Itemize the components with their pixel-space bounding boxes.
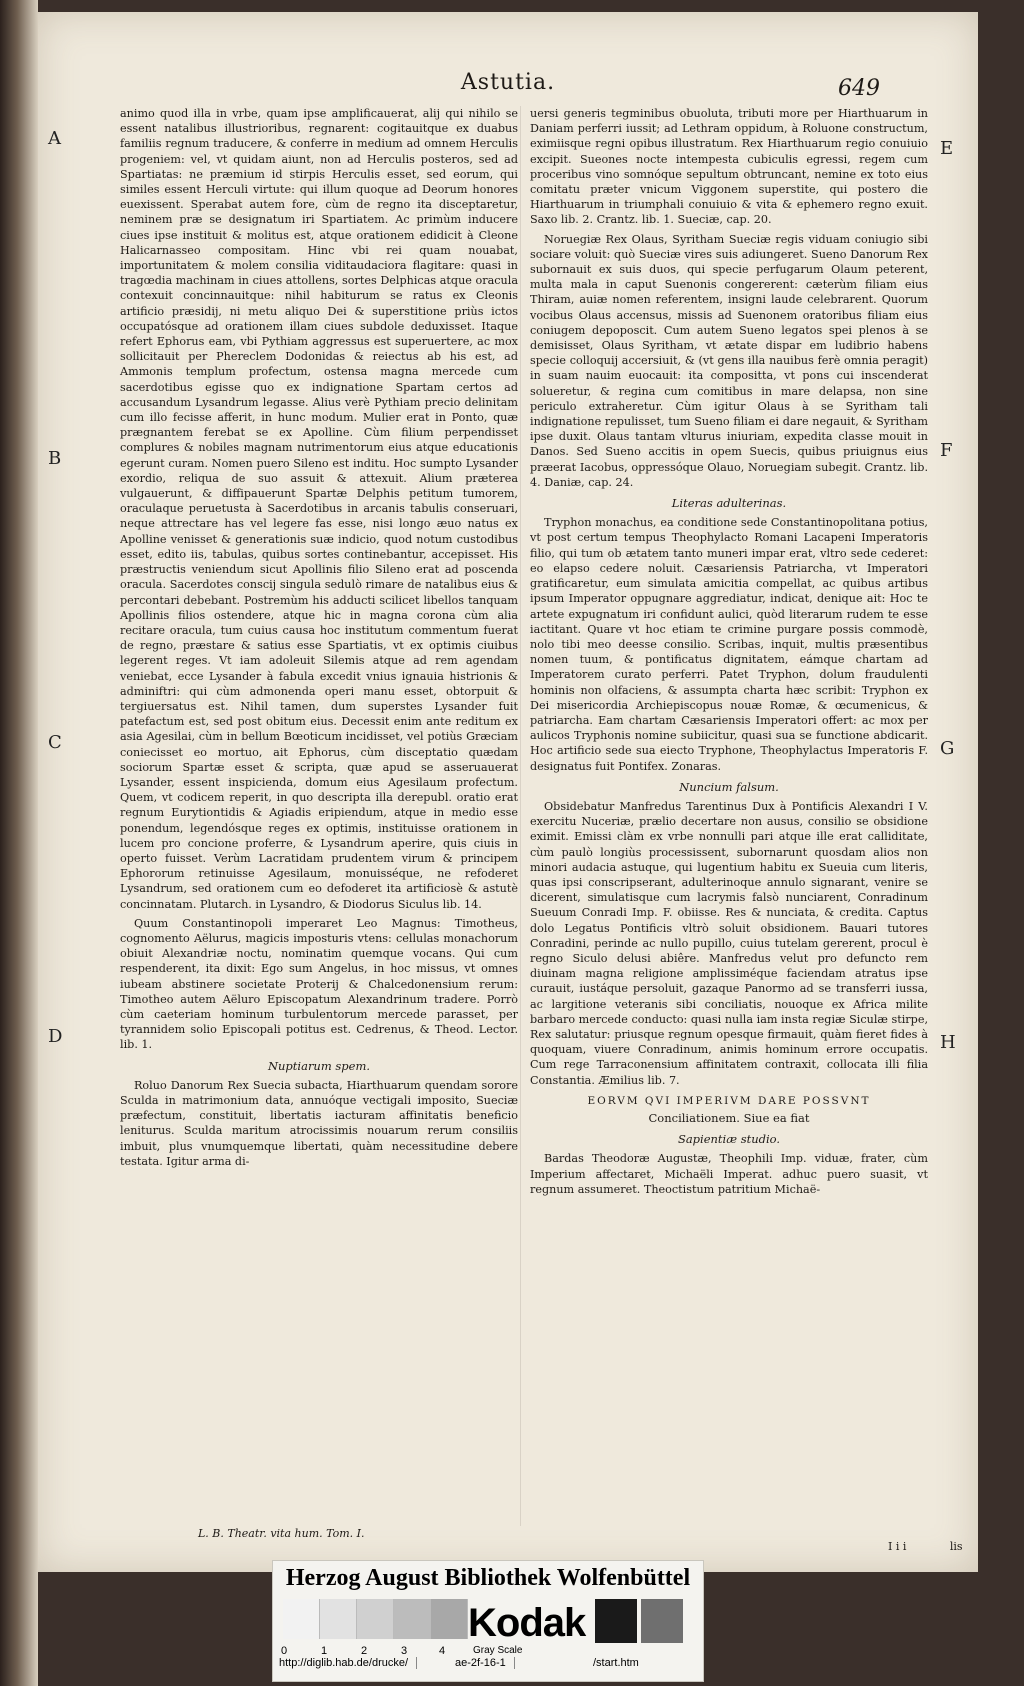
gray-scale-label: Gray Scale — [473, 1645, 523, 1656]
kodak-logo: Kodak — [468, 1601, 586, 1645]
left-column — [120, 106, 518, 1173]
signature-mark: I i i — [888, 1540, 907, 1553]
black-swatch — [595, 1599, 637, 1643]
gray-scale-boxes — [283, 1599, 468, 1639]
page-number: 649 — [838, 76, 880, 101]
section-heading-literas: Literas adulterinas. — [671, 496, 787, 511]
book-spine-edge — [0, 0, 38, 1686]
scale-number: 2 — [361, 1645, 368, 1657]
scale-number: 4 — [439, 1645, 446, 1657]
scale-number: 3 — [401, 1645, 408, 1657]
digital-library-url[interactable]: http://diglib.hab.de/drucke/ — [279, 1657, 417, 1669]
library-name: Herzog August Bibliothek Wolfenbüttel — [285, 1565, 691, 1591]
margin-letter-c: C — [48, 732, 62, 753]
paragraph-roluo: Roluo Danorum Rex Suecia subacta, Hiarthuarum quendam sorore Sculda in matrimonium data, annuóque vectigali imposito, Sueciæ præfectum, constituit, libertatis iacturam affinitatis beneficio leniturus. Sculda maritum atrocissimis nouarum rerum consiliis imbuit, plus vnumquemque libertati, quàm necessitudine debere testata. Igitur arma di- — [120, 1078, 518, 1168]
right-column — [530, 106, 928, 1201]
margin-letter-a: A — [48, 128, 61, 149]
paragraph-olaus: Noruegiæ Rex Olaus, Syritham Sueciæ regis viduam coniugio sibi sociare voluit: quò Sueciæ vires suis adiungeret. Sueno Danorum Rex subornauit ex suis duos, qui specie perfugarum Olaum peterent, multa mala in caput Suenonis congererent: cæterùm filiam eius Thiram, auiæ nomen referentem, insigni laude celebrarent. Quorum vocibus Olaus accensus, missis ad Suenonem oratoribus filiam eius coniugem depoposcit. Cum autem Sueno legatos spei plenos à se demisisset, Olaus Syritham, vt ætate dispar em ludibrio habens specie colloquij accersiuit, & (vt gens illa nauibus ferè omnia peragit) in suam nauim euocauit: ita compositta, vt pons cui inscenderat solueretur, & regina cum comitibus in mare delapsa, non sine periculo extraheretur. Cùm igitur Olaus à se Syritham tali indignatione repulisset, tum Sueno filiam ei dare negauit, & Syritham ipse duxit. Olaus tantam vlturus iniuriam, expedita classe mouit in Danos. Sed Sueno accitis in opem Suecis, quibus priuignus eius præerat Iacobus, oppressóque Olauo, Noruegiam subegit. Crantz. lib. 4. Daniæ, cap. 24. — [530, 232, 928, 489]
scale-number: 1 — [321, 1645, 328, 1657]
margin-letter-b: B — [48, 448, 62, 469]
footer-signature-right — [888, 1540, 963, 1553]
gray-swatch — [641, 1599, 683, 1643]
start-link[interactable]: /start.htm — [593, 1657, 639, 1669]
margin-letter-g: G — [940, 738, 955, 759]
section-subheading-conciliationem: Conciliationem. Siue ea fiat — [648, 1111, 810, 1125]
paragraph-lysander: animo quod illa in vrbe, quam ipse amplificauerat, alij qui nihilo se essent natalibus illustrioribus, regnarent: cogitauitque ex duabus familiis regnum traducere, & conferre in medium ad omnem Herculis progeniem: vel, vt quidam aiunt, non ad Herculis posteros, sed ad Spartiatas: ne præmium id stirpis Herculis esset, sed eorum, qui similes essent Herculi virtute: qui illum quoque ad Deorum honores euexissent. Sperabat autem fore, cùm de regno ita disceptaretur, neminem præ se designatum iri Spartiatem. Ac primùm inducere ciues ipse instituit & molitus est, atque orationem edidicit à Cleone Halicarnasseo compositam. Hinc vbi rei quam nouabat, importunitatem & molem consilia viditaudaciora flagitare: quasi in tragœdia machinam in ciues attollens, sortes Delphicas atque oracula contexuit concinnauitque: nihil habiturum se ratus ex Cleonis artificio præsidij, ni metu aliquo Dei & superstitione priùs ictos occupatósque ad orationem illam ciues subdole deduxisset. Itaque refert Ephorus eam, vbi Pythiam aggressus est superuertere, ac mox sollicitauit per Phereclem Dodonidas & reiectus ab his est, ad Ammonis templum profectum, ostensa magna mercede cum sacerdotibus egisse quo ex indignatione Spartam certos ad accusandum Lysandrum legasse. Alius verè Pythiam precio delinitam cum illo fecisse afferit, in hunc modum. Mulier erat in Ponto, quæ prægnantem ferebat se ex Apolline. Cùm filium perpendisset complures & nobiles magnam nutrimentorum eius atque educationis egerunt curam. Nomen puero Sileno est inditu. Hoc sumpto Lysander exordio, reliqua de suo assuit & attexuit. Alium præterea vulgauerunt, & diffipauerunt Spartæ Delphis petitum tumorem, oraculaque peruetusta à Sacerdotibus in arcanis tabulis conseruari, neque attrectare has vel legere fas esse, nisi longo æuo natus ex Apolline venisset & generationis suæ indicio, quod notum custodibus esset, edito iis, tabulas, quibus sortes continebantur, accepisset. His præstructis veniendum sicut Apollinis filio Sileno erat ad poscenda oracula. Sacerdotes conscij singula sedulò rimare de natalibus eius & percontari debebant. Postremùm his adducti scilicet libellos tanquam Apollinis filios ostendere, atque hic in magna corona cùm alia recitare oracula, tum cuius causa hoc institutum commentum fuerat de regno, præstare & satius esse Spartiatis, vt ex optimis ciuibus legerent reges. Vt iam adoleuit Silemis atque ad rem agendam veniebat, ecce Lysander à fabula excedit vnius ignauia histrionis & adminiftri: qui cùm admonenda operi manu esset, obtorpuit & tergiuersatus est. Nihil tamen, dum superstes Lysander fuit patefactum est, sed post obitum eius. Decessit enim ante reditum ex asia Agesilai, cùm in bellum Bœoticum incidisset, vel potiùs Græciam coniecisset eo mortuo, ait Ephorus, cùm disceptatio quædam sociorum Spartæ esset & scripta, quæ apud se asseruauerat Lysander, essent inspicienda, domum eius Agesilaum profectum. Quem, vt codicem reperit, in quo descripta illa derepubl. oratio erat regnum Eurytiontidis & Agiadis eripiendum, atque in medio esse ponendum, legendósque reges ex optimis, instituisse orationem in lucem pro concione proferre, & Lysandrum aperire, quis ciuis in operto fuisset. Verùm Lacratidam prudentem virum & principem Ephororum retinuisse Agesilaum, monuisséque, ne refoderet Lysandrum, sed orationem cum eo defoderet ita artificiosè & astutè concinnatam. Plutarch. in Lysandro, & Diodorus Siculus lib. 14. — [120, 107, 518, 911]
margin-letter-h: H — [940, 1032, 956, 1053]
paragraph-manfredus: Obsidebatur Manfredus Tarentinus Dux à Pontificis Alexandri I V. exercitu Nuceriæ, prælio decertare non ausus, consilio se obsidione eximit. Emissi clàm ex vrbe nonnulli pari atque ille erat calliditate, cùm paulò longiùs processissent, subornarunt quosdam alios non minori audacia astuque, qui lugentium habitu ex Sueuia cum literis, quas ipsi conscripserant, adulterinoque annulo signarant, venire se dicerent, simulatisque cum lacrymis falsò nunciarent, Conradinum Sueuum Conradi Imp. F. obiisse. Res & nunciata, & credita. Captus dolo Legatus Pontificis vltrò soluit obsidionem. Bauari tutores Conradini, perinde ac nullo pupillo, cuius tutelam gererent, procul è regno Siculo delusi abiêre. Manfredus velut pro defuncto rem diuinam magna religione amplissiméque faciendam atratus ipse curauit, iustáque persoluit, gazaque Panormo ad se transferri iussa, ac largitione veteranis sibi conciliatis, nouoque ex Africa milite barbaro mercede conducto: quasi nulla iam insta regiæ Siculæ stirpe, Rex salutatur: priusque regnum opesque firmauit, quàm fieret fides à quoquam, viuere Conradinum, animis hominum errore occupatis. Cum rege Tarraconensium affinitatem contraxit, collocata illi filia Constantia. Æmilius lib. 7. — [530, 799, 928, 1087]
column-gutter — [520, 106, 521, 1526]
page-running-title: Astutia. — [460, 70, 556, 95]
paragraph-hiarthuarus: uersi generis tegminibus obuoluta, tributi more per Hiarthuarum in Daniam perferri iussit; ad Lethram oppidum, à Roluone constructum, eximiisque regni opibus illustratum. Rex Hiarthuarum regio conuiuio excipit. Sueones nocte intempesta cubiculis egressi, regem cum proceribus vino somnóque sepultum obtruncant, nemine ex toto eius comitatu præter vnicum Viggonem superstite, qui postero die Hiarthuarum in triumphali conuiuio & vita & ephemero regno exuit. Saxo lib. 2. Crantz. lib. 1. Sueciæ, cap. 20. — [530, 107, 928, 227]
paragraph-bardas: Bardas Theodoræ Augustæ, Theophili Imp. viduæ, frater, cùm Imperium affectaret, Michaëli Imperat. adhuc puero suasit, vt regnum assumeret. Theoctistum patritium Michaë- — [530, 1152, 928, 1196]
paragraph-timotheus: Quum Constantinopoli imperaret Leo Magnus: Timotheus, cognomento Aëlurus, magicis imposturis vtens: cellulas monachorum obiuit Alexandriæ noctu, nominatim quemque vocans. Qui cum respenderent, ita dixit: Ego sum Angelus, in hoc missus, vt omnes iubeam abstinere societate Proterij & Chalcedonensium rerum: Timotheo autem Aëluro Episcopatum Alexandrinum tradere. Porrò cùm caeteriam hominum turbulentorum mercede parasset, per tyrannidem solio Episcopali potitus est. Cedrenus, & Theod. Lector. lib. 1. — [120, 916, 518, 1052]
library-color-card — [272, 1560, 704, 1682]
margin-letter-f: F — [940, 440, 953, 461]
catchword: lis — [949, 1540, 963, 1553]
margin-letter-d: D — [48, 1026, 63, 1047]
margin-letter-e: E — [940, 138, 954, 159]
section-heading-nuptiarum: Nuptiarum spem. — [267, 1058, 371, 1073]
footer-signature-left: L. B. Theatr. vita hum. Tom. I. — [198, 1527, 365, 1540]
document-id: ae-2f-16-1 — [455, 1657, 515, 1669]
scale-number: 0 — [281, 1645, 288, 1657]
book-page — [38, 12, 978, 1572]
section-heading-nuncium: Nuncium falsum. — [679, 779, 779, 794]
section-subheading-sapientiae: Sapientiæ studio. — [677, 1132, 781, 1147]
section-heading-eorum: EORVM QVI IMPERIVM DARE POSSVNT — [587, 1094, 871, 1107]
paragraph-tryphon: Tryphon monachus, ea conditione sede Constantinopolitana potius, vt post certum tempus Theophylacto Romani Lacapeni Imperatoris filio, qui tum ob ætatem tanto muneri impar erat, vltro sede cederet: eo elapso cedere noluit. Cæsariensis Patriarcha, vt Imperatori gratificaretur, eum simulata amicitia compellat, ac quibus artibus ipsum Imperator oppugnare aggrediatur, indicat, denique ait: Hoc te artete expugnatum iri confidunt aulici, quòd literarum rudem te esse iactitant. Quare vt hoc etiam te crimine purgare possis commodè, nolo tibi meo deesse consilio. Scribas, inquit, multis præsentibus nomen tuum, & pontificatus dignitatem, eámque chartam ad Imperatorem curato perferri. Patet Tryphon, dolum fraudulenti hominis non olfaciens, & assumpta charta hæc scribit: Tryphon ex Dei misericordia Archiepiscopus nouæ Romæ, & œcumenicus, & patriarcha. Eam chartam Cæsariensis Imperatori offert: ac mox per aulicos Tryphonis nomine subiicitur, quasi sua se functione abdicarit. Hoc artificio sede sua eiecto Tryphone, Theophylactus Imperatoris F. designatus fuit Pontifex. Zonaras. — [530, 516, 928, 773]
